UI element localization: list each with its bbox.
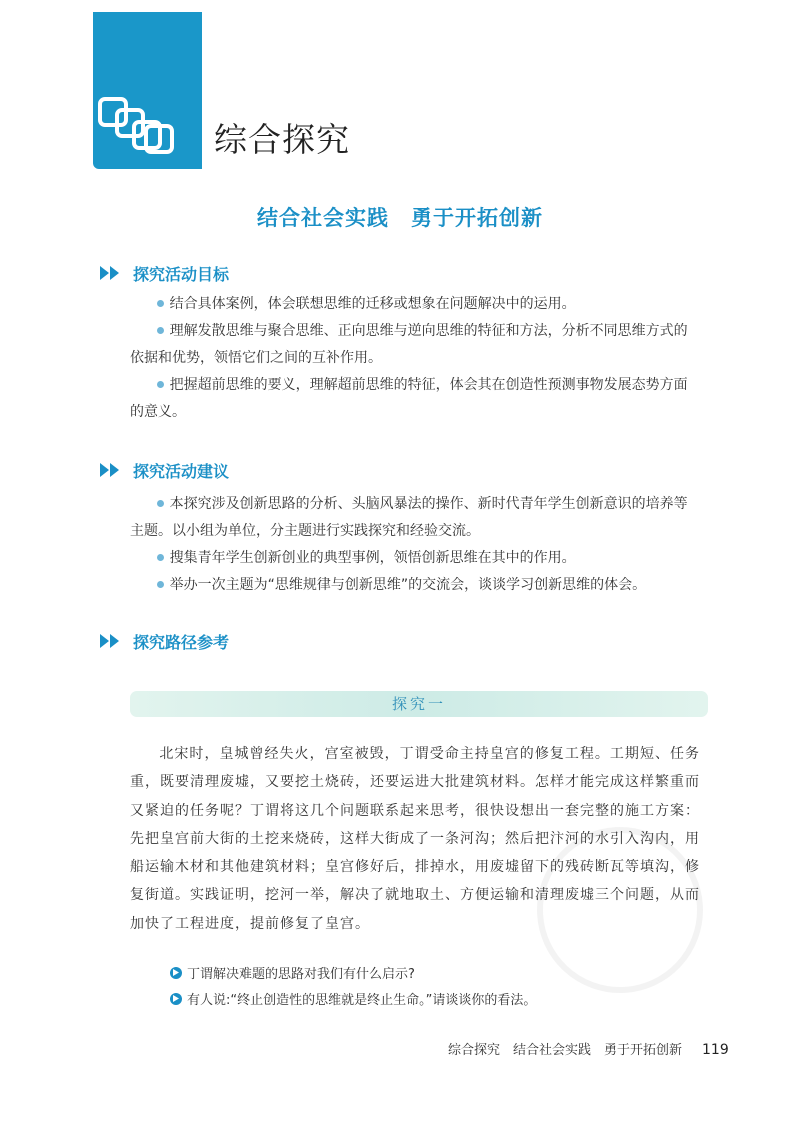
linked-squares-icon	[97, 95, 179, 157]
double-arrow-icon	[100, 463, 124, 477]
page-title: 结合社会实践 勇于开拓创新	[257, 206, 543, 230]
chapter-title: 综合探究	[214, 120, 350, 159]
bullet-icon	[157, 500, 164, 507]
section-heading-label: 探究活动建议	[133, 461, 230, 481]
page-number: 119	[702, 1042, 729, 1058]
section-heading-label: 探究活动目标	[133, 264, 230, 284]
bullet-icon	[157, 554, 164, 561]
goal-item: 把握超前思维的要义，理解超前思维的特征，体会其在创造性预测事物发展态势方面的意义。	[130, 377, 688, 420]
section-heading-label: 探究路径参考	[133, 632, 230, 652]
double-arrow-icon	[100, 634, 124, 648]
double-arrow-icon	[100, 266, 124, 280]
play-icon	[170, 993, 182, 1005]
section-heading-path	[100, 629, 229, 653]
bullet-icon	[157, 300, 164, 307]
question-item: 有人说:“终止创造性的思维就是终止生命。”请谈谈你的看法。	[170, 989, 536, 1008]
suggestion-item: 举办一次主题为“思维规律与创新思维”的交流会，谈谈学习创新思维的体会。	[130, 572, 700, 599]
section-heading-suggestions	[100, 458, 229, 482]
page-footer	[448, 1039, 729, 1058]
bullet-icon	[157, 581, 164, 588]
inquiry-story: 北宋时，皇城曾经失火，宫室被毁，丁谓受命主持皇宫的修复工程。工期短、任务重，既要清理废墟，又要挖土烧砖，还要运进大批建筑材料。怎样才能完成这样繁重而又紧迫的任务呢？丁谓将这几个问题联系起来思考，很快设想出一套完整的施工方案：先把皇宫前大街的土挖来烧砖，这样大街成了一条河沟；然后把汴河的水引入沟内，用船运输木材和其他建筑材料；皇宫修好后，排掉水，用废墟留下的残砖断瓦等填沟，修复街道。实践证明，挖河一举，解决了就地取土、方便运输和清理废墟三个问题，从而加快了工程进度，提前修复了皇宫。	[130, 746, 700, 932]
bullet-icon	[157, 327, 164, 334]
question-item: 丁谓解决难题的思路对我们有什么启示?	[170, 963, 415, 982]
suggestion-item: 搜集青年学生创新创业的典型事例，领悟创新思维在其中的作用。	[130, 545, 700, 572]
suggestion-item: 本探究涉及创新思路的分析、头脑风暴法的操作、新时代青年学生创新意识的培养等主题。以小组为单位，分主题进行实践探究和经验交流。	[130, 496, 688, 539]
play-icon	[170, 967, 182, 979]
goal-item: 理解发散思维与聚合思维、正向思维与逆向思维的特征和方法，分析不同思维方式的依据和优势，领悟它们之间的互补作用。	[130, 323, 688, 366]
section-heading-goals	[100, 261, 229, 285]
goal-item: 结合具体案例，体会联想思维的迁移或想象在问题解决中的运用。	[130, 291, 700, 318]
inquiry-label-bar: 探究一	[130, 691, 708, 717]
bullet-icon	[157, 381, 164, 388]
footer-text: 综合探究 结合社会实践 勇于开拓创新	[448, 1043, 683, 1058]
